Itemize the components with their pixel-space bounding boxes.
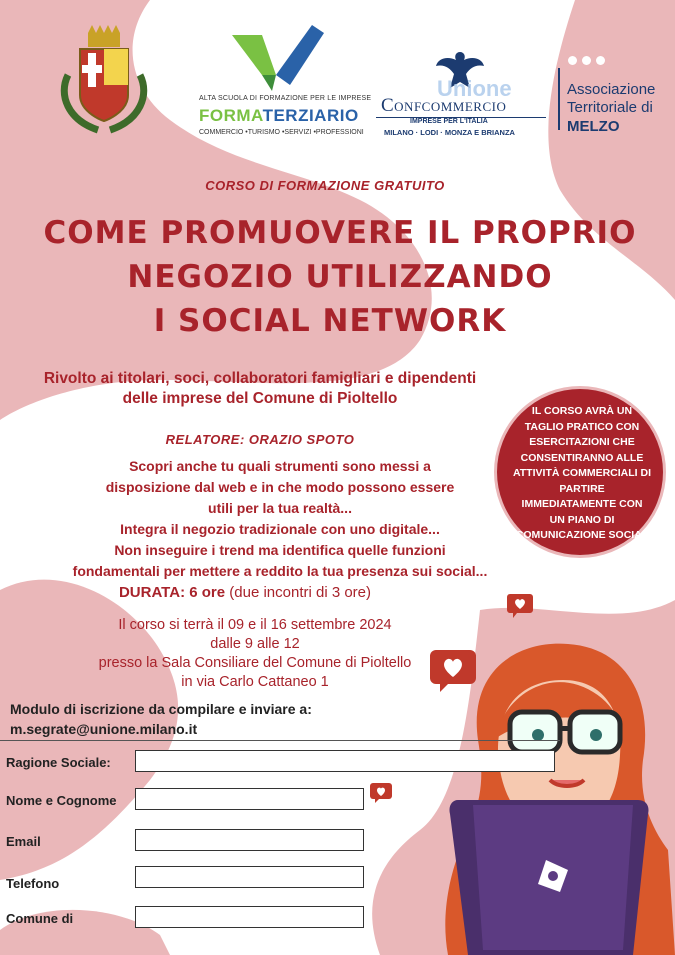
audience-line1: Rivolto ai titolari, soci, collaboratori famigliari e dipendenti [43,370,477,387]
duration [0,584,490,601]
desc-line: Non inseguire i trend ma identifica quelle funzioni [114,542,446,558]
audience-line2: delle imprese del Comune di Pioltello [122,390,398,407]
comune-input[interactable] [135,906,364,928]
field-label-email: Email [6,834,41,849]
badge-line: COMUNICAZIONE SOCIAL [515,529,649,541]
nome-cognome-input[interactable] [135,788,364,810]
desc-line: Integra il negozio tradizionale con uno digitale... [120,521,440,537]
badge-line: ESERCITAZIONI CHE [529,436,635,448]
confcommercio-overlay: Unione [437,76,512,101]
field-label-nome-cognome: Nome e Cognome [6,793,117,808]
badge-line: UN PIANO DI [549,513,615,526]
dots-decoration [568,52,605,70]
associazione-line2: Territoriale di [567,99,653,116]
info-line: presso la Sala Consiliare del Comune di Pioltello [98,655,412,671]
duration-label: DURATA: [118,584,186,601]
confcommercio-sub2: MILANO · LODI · MONZA E BRIANZA [384,128,515,137]
woman-laptop-illustration [438,630,675,955]
speaker: RELATORE: ORAZIO SPOTO [165,432,355,447]
confcommercio-sub1: IMPRESE PER L'ITALIA [410,118,488,125]
formaterziario-sub: COMMERCIO •TURISMO •SERVIZI •PROFESSIONI [199,129,364,136]
heart-bubble-icon [507,594,533,618]
form-email-underline [0,740,560,741]
course-description [40,456,520,582]
badge-line: CONSENTIRANNO ALLE [520,451,644,464]
dot [582,56,591,65]
associazione-line3: MELZO [567,118,620,135]
duration-note: (due incontri di 3 ore) [229,584,372,601]
form-email[interactable]: m.segrate@unione.milano.it [10,721,198,737]
course-kicker: CORSO DI FORMAZIONE GRATUITO [205,178,445,193]
associazione-divider [558,68,560,130]
field-label-telefono: Telefono [6,876,60,891]
duration-value: 6 ore [189,584,226,601]
badge-line: IMMEDIATAMENTE CON [521,498,643,510]
info-line: dalle 9 alle 12 [210,636,300,652]
telefono-input[interactable] [135,866,364,888]
ragione-sociale-input[interactable] [135,750,555,772]
badge-line: PARTIRE [559,482,605,495]
email-input[interactable] [135,829,364,851]
course-title-line2: NEGOZIO UTILIZZANDO [127,259,553,295]
desc-line: utili per la tua realtà... [208,500,352,516]
badge-line: IL CORSO AVRÀ UN [531,405,633,417]
formaterziario-tagline: ALTA SCUOLA DI FORMAZIONE PER LE IMPRESE [199,95,372,102]
formaterziario-name-part1: FORMA [199,106,263,125]
badge-line: ATTIVITÀ COMMERCIALI DI [512,467,652,479]
desc-line: Scopri anche tu quali strumenti sono messi a [129,458,431,474]
field-label-comune: Comune di [6,911,74,926]
info-line: in via Carlo Cattaneo 1 [181,674,329,690]
heart-bubble-icon [370,783,392,803]
formaterziario-logo-icon [232,25,324,95]
municipal-crest-icon [58,25,150,137]
course-info [40,616,470,692]
formaterziario-name-part2: TERZIARIO [262,106,359,125]
associazione-line1: Associazione [567,81,656,98]
form-intro: Modulo di iscrizione da compilare e inviare a: [10,701,312,717]
course-title-line3: I SOCIAL NETWORK [153,303,507,339]
badge-line: TAGLIO PRATICO CON [524,420,640,433]
course-badge-text [504,404,660,544]
dot [596,56,605,65]
confcommercio-name: Confcommercio [381,95,507,116]
desc-line: disposizione dal web e in che modo possono essere [105,479,455,495]
formaterziario-name [199,106,359,126]
dot [568,56,577,65]
course-title-line1: COME PROMUOVERE IL PROPRIO [43,215,637,251]
info-line: Il corso si terrà il 09 e il 16 settembre 2024 [118,617,392,633]
field-label-ragione-sociale: Ragione Sociale: [6,755,111,770]
desc-line: fondamentali per mettere a reddito la tua presenza sui social... [72,563,488,579]
